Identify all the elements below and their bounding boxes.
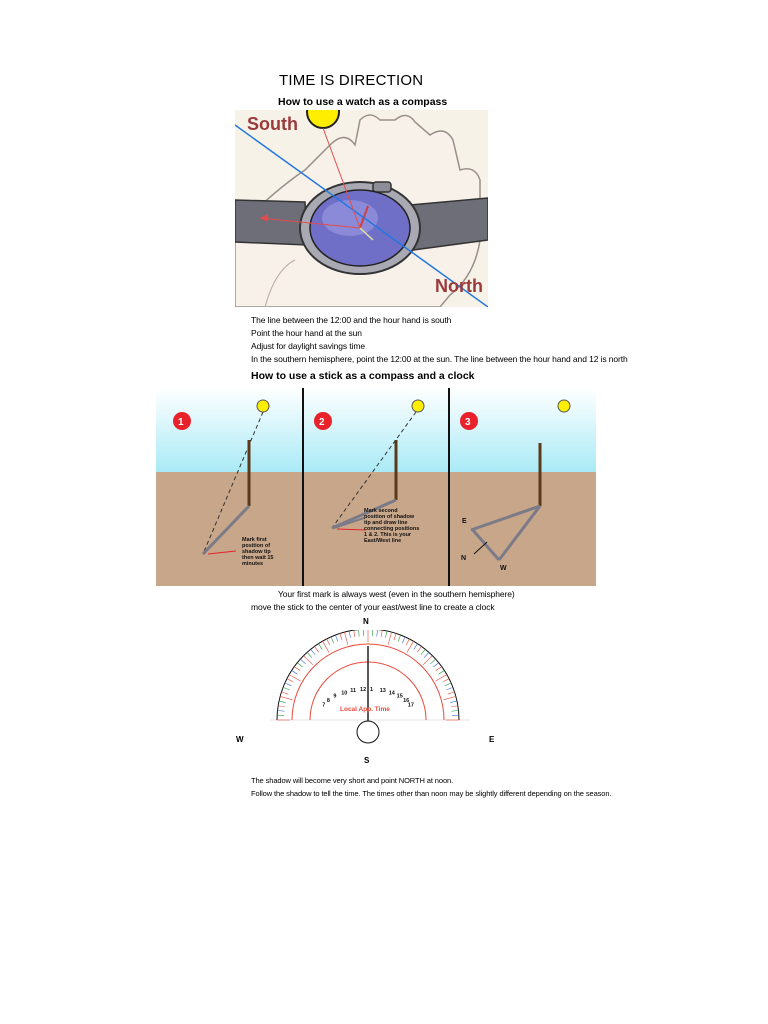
sundial-tick xyxy=(300,659,305,664)
instruction-line-1: The line between the 12:00 and the hour hand is south xyxy=(251,315,452,325)
sundial-tick xyxy=(414,644,418,650)
sundial-tick xyxy=(406,639,409,645)
sundial-tick xyxy=(354,630,355,637)
footer-line-2: Follow the shadow to tell the time. The times other than noon may be slightly different depending on the season. xyxy=(251,789,612,798)
sundial-hour-label: 14 xyxy=(388,690,395,697)
panel-1-number: 1 xyxy=(178,417,184,428)
sundial-tick xyxy=(443,696,456,699)
sundial-tick xyxy=(407,641,414,652)
sundial-tick xyxy=(307,652,312,657)
sundial-tick xyxy=(335,635,338,642)
sundial-tick xyxy=(381,630,382,637)
instruction-line-3: Adjust for daylight savings time xyxy=(251,341,365,351)
sundial-hour-label: 1 xyxy=(369,686,374,693)
east-letter: E xyxy=(489,735,495,744)
sundial-tick xyxy=(297,663,302,667)
sundial-diagram xyxy=(270,630,470,746)
sundial-tick xyxy=(446,687,453,690)
sundial-tick xyxy=(438,670,444,674)
sundial-tick xyxy=(433,663,438,667)
sundial-tick xyxy=(331,637,334,643)
sundial-tick xyxy=(402,637,405,643)
sundial-tick xyxy=(278,706,285,707)
sundial-tick xyxy=(421,649,425,654)
sundial-tick xyxy=(318,644,322,650)
sundial-tick xyxy=(277,710,284,711)
sundial-tick xyxy=(287,679,293,682)
panel-1-caption-3: shadow tip xyxy=(242,549,271,555)
panel-3-number: 3 xyxy=(465,417,471,428)
panel-1-caption-5: minutes xyxy=(242,561,264,567)
sundial-tick xyxy=(285,683,291,686)
stick-compass-image xyxy=(156,388,596,586)
north-letter: N xyxy=(363,617,369,626)
sundial-hour-label: 10 xyxy=(341,690,348,697)
sundial-tick xyxy=(292,670,298,674)
sundial-tick xyxy=(281,692,288,694)
sundial-tick xyxy=(450,701,457,702)
sundial-hour-label: 16 xyxy=(403,697,410,704)
footer-line-1: The shadow will become very short and point NORTH at noon. xyxy=(251,776,454,785)
sundial-tick xyxy=(327,639,330,645)
panel-3-label-w: W xyxy=(500,565,507,572)
stick-compass-illustration xyxy=(156,388,596,586)
west-letter: W xyxy=(236,735,244,744)
instruction-line-4: In the southern hemisphere, point the 12:00 at the sun. The line between the hour hand and 12 is north xyxy=(251,354,628,364)
center-stick-note: move the stick to the center of your east/west line to create a clock xyxy=(251,602,495,612)
sundial-hour-label: 13 xyxy=(379,688,386,695)
south-letter: S xyxy=(364,756,370,765)
sun-icon xyxy=(558,400,570,412)
sundial-tick xyxy=(417,646,421,652)
sundial-tick xyxy=(358,630,359,636)
sundial-hour-label: 7 xyxy=(322,702,326,709)
sundial-hour-label: 12 xyxy=(360,686,367,693)
panel-2-caption-4: connecting positions xyxy=(364,526,420,532)
sundial-tick xyxy=(451,706,458,707)
panel-3-label-e: E xyxy=(462,518,467,525)
watch-illustration xyxy=(235,110,488,307)
sundial-tick xyxy=(294,667,300,671)
north-label: North xyxy=(435,276,483,296)
sundial-hour-label: 15 xyxy=(396,693,403,700)
sundial-hour-label: 8 xyxy=(326,697,330,704)
sundial-tick xyxy=(311,649,315,654)
sundial-tick xyxy=(388,632,391,645)
instruction-line-2: Point the hour hand at the sun xyxy=(251,328,362,338)
sundial-tick xyxy=(436,675,447,682)
first-mark-note: Your first mark is always west (even in the southern hemisphere) xyxy=(278,589,515,599)
south-label: South xyxy=(247,114,298,134)
sundial-center xyxy=(357,721,379,743)
panel-2-caption-3: tip and draw line xyxy=(364,520,408,526)
stick-heading: How to use a stick as a compass and a clock xyxy=(251,370,475,382)
sundial-tick xyxy=(280,696,293,699)
page-title: TIME IS DIRECTION xyxy=(279,72,424,89)
sundial-tick xyxy=(443,679,449,682)
sundial-tick xyxy=(424,652,429,657)
sundial-tick xyxy=(430,659,435,664)
local-app-time-label: Local App. Time xyxy=(340,706,390,713)
sundial-tick xyxy=(323,641,330,652)
sundial-tick xyxy=(452,710,459,711)
sundial-hour-label: 9 xyxy=(333,693,337,700)
sundial-tick xyxy=(349,631,350,638)
sundial-tick xyxy=(398,635,401,642)
sun-icon xyxy=(257,400,269,412)
panel-2-caption-6: East/West line xyxy=(364,538,402,544)
sundial-tick xyxy=(344,632,347,645)
sundial-tick xyxy=(289,675,300,682)
sundial-tick xyxy=(279,701,286,702)
watch-heading: How to use a watch as a compass xyxy=(278,96,448,108)
sundial-tick xyxy=(394,633,396,640)
sundial-tick xyxy=(340,633,342,640)
panel-2-caption-5: 1 & 2. This is your xyxy=(364,532,412,538)
panel-2-caption-1: Mark second xyxy=(364,508,398,514)
panel-2-number: 2 xyxy=(319,417,325,428)
sundial-tick xyxy=(315,646,319,652)
sun-icon xyxy=(412,400,424,412)
panel-1-caption-2: position of xyxy=(242,543,271,549)
sundial-svg xyxy=(270,630,470,746)
panel-1-caption-4: then wait 15 xyxy=(242,555,274,561)
sundial-tick xyxy=(377,630,378,636)
sundial-tick xyxy=(283,687,290,690)
panel-1-caption-1: Mark first xyxy=(242,537,267,543)
sundial-hour-label: 11 xyxy=(350,688,357,695)
sundial-tick xyxy=(445,683,451,686)
watch-compass-image xyxy=(235,110,488,307)
sundial-tick xyxy=(436,667,442,671)
sundial-tick xyxy=(385,631,386,638)
panel-3-label-n: N xyxy=(461,555,467,562)
panel-2-caption-2: position of shadow xyxy=(364,514,415,520)
sundial-tick xyxy=(448,692,455,694)
sundial-hour-label: 17 xyxy=(407,702,414,709)
